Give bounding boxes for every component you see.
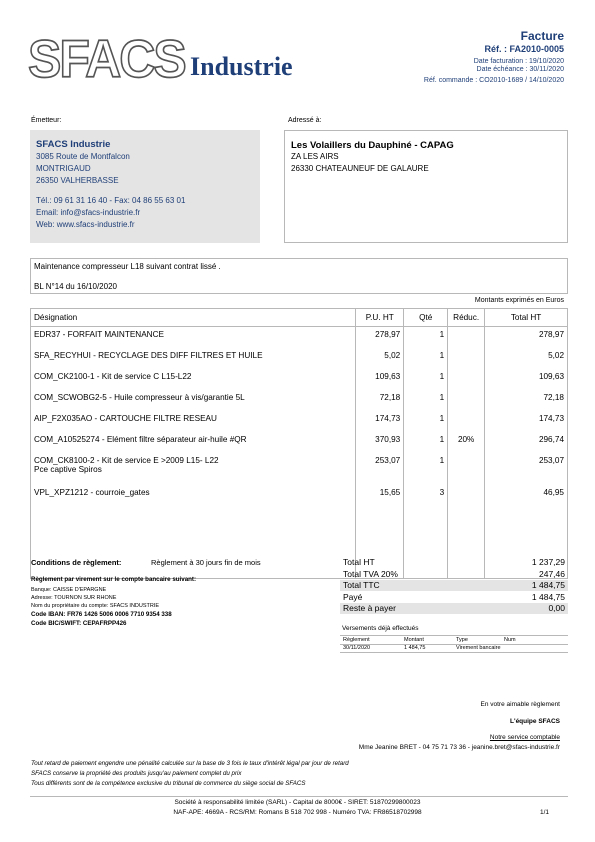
conditions-value: Règlement à 30 jours fin de mois [151, 558, 261, 567]
cell-total [485, 369, 568, 390]
cell-qty-text: 1 [439, 414, 445, 423]
destinataire-label: Adressé à: [288, 117, 322, 124]
cell-reduc [448, 369, 485, 390]
total-value: 1 237,29 [531, 557, 565, 567]
cell-designation [31, 390, 356, 411]
cell-designation [31, 348, 356, 369]
bank-iban: Code IBAN: FR76 1426 5006 0006 7710 9354 338 [31, 611, 172, 618]
total-value: 1 484,75 [531, 580, 565, 590]
cell-total [485, 453, 568, 485]
cell-qty [404, 453, 448, 485]
closing-contact: Mme Jeanine BRET - 04 75 71 73 36 - jeanine.bret@sfacs-industrie.fr [358, 744, 560, 751]
destinataire-name: Les Volaillers du Dauphiné - CAPAG [291, 140, 454, 151]
currency-note: Montants exprimés en Euros [474, 297, 564, 304]
cell-pu [356, 390, 404, 411]
table-row [31, 411, 568, 432]
header-pu: P.U. HT [356, 309, 404, 327]
cell-qty-text: 1 [439, 351, 445, 360]
note-line1: Maintenance compresseur L18 suivant contrat lissé . [34, 262, 221, 271]
payment-type: Virement bancaire [456, 645, 501, 651]
emetteur-email: Email: info@sfacs-industrie.fr [36, 208, 141, 217]
total-label: Reste à payer [343, 603, 396, 613]
cell-reduc [448, 432, 485, 453]
emetteur-phone: Tél.: 09 61 31 16 40 - Fax: 04 86 55 63 01 [36, 196, 186, 205]
cell-total-text: 278,97 [538, 330, 564, 339]
filler-cell [31, 506, 356, 579]
cell-qty-text: 1 [439, 372, 445, 381]
cell-reduc [448, 411, 485, 432]
cell-qty [404, 348, 448, 369]
emetteur-box [30, 130, 260, 243]
total-value: 1 484,75 [531, 591, 565, 602]
table-row [31, 390, 568, 411]
payment-reglement: 30/11/2020 [343, 645, 371, 651]
cell-designation-text: COM_SCWOBG2-5 - Huile compresseur à vis/garantie 5L [34, 393, 245, 402]
cell-reduc [448, 327, 485, 349]
cell-designation-text: AIP_F2X035AO - CARTOUCHE FILTRE RESEAU [34, 414, 217, 423]
cell-designation-text: COM_CK8100-2 - Kit de service E >2009 L15- L22 [34, 456, 219, 465]
total-value: 247,46 [539, 568, 565, 579]
total-row [340, 580, 568, 591]
total-label: Payé [343, 591, 363, 602]
cell-pu-text: 370,93 [375, 435, 401, 444]
cell-designation-text: COM_A10525274 - Elément filtre séparateur air-huile #QR [34, 435, 247, 444]
cell-designation [31, 453, 356, 485]
cell-total-text: 109,63 [538, 372, 564, 381]
cell-pu-text: 5,02 [384, 351, 401, 360]
cell-total [485, 411, 568, 432]
cell-reduc-text: 20% [457, 435, 475, 444]
bank-name: Banque: CAISSE D'EPARGNE [31, 587, 107, 593]
bank-address: Adresse: TOURNON SUR RHONE [31, 595, 117, 601]
note-line2: BL N°14 du 16/10/2020 [34, 282, 117, 291]
cell-total [485, 327, 568, 349]
total-row [340, 592, 568, 603]
cell-pu-text: 253,07 [375, 456, 401, 465]
document-title: Facture [520, 29, 564, 43]
emetteur-address3: 26350 VALHERBASSE [36, 176, 119, 185]
cell-reduc [448, 390, 485, 411]
logo-industrie: Industrie [190, 52, 293, 81]
total-row [340, 557, 568, 568]
conditions-label: Conditions de règlement: [31, 558, 122, 567]
payments-header-reglement: Règlement [343, 637, 370, 643]
destinataire-box [284, 130, 568, 243]
bank-owner: Nom du propriétaire du compte: SFACS INDUSTRIE [31, 603, 160, 609]
table-header-row [31, 309, 568, 327]
total-row [340, 603, 568, 614]
emetteur-address2: MONTRIGAUD [36, 164, 91, 173]
table-row [31, 485, 568, 506]
cell-designation [31, 327, 356, 349]
closing-team: L'équipe SFACS [510, 718, 560, 725]
legal-line-2: SFACS conserve la propriété des produits jusqu'au paiement complet du prix [31, 770, 242, 777]
date-echeance: Date échéance : 30/11/2020 [476, 66, 564, 73]
cell-pu [356, 327, 404, 349]
cell-total-text: 253,07 [538, 456, 564, 465]
legal-line-3: Tous différents sont de la compétence exclusive du tribunal de commerce du siège social de SFACS [31, 780, 306, 787]
payments-header-num: Num [504, 637, 516, 643]
emetteur-web: Web: www.sfacs-industrie.fr [36, 220, 135, 229]
emetteur-name: SFACS Industrie [36, 139, 111, 150]
cell-designation-text: COM_CK2100-1 - Kit de service C L15-L22 [34, 372, 192, 381]
legal-line-1: Tout retard de paiement engendre une pénalité calculée sur la base de 3 fois le taux d'intérêt légal par jour de retard [31, 760, 349, 767]
cell-qty-text: 1 [439, 330, 445, 339]
invoice-ref: Réf. : FA2010-0005 [484, 44, 564, 54]
cell-qty [404, 411, 448, 432]
table-row [31, 348, 568, 369]
table-row [31, 369, 568, 390]
cell-pu-text: 15,65 [379, 488, 401, 497]
invoice-lines-table [30, 308, 568, 579]
cell-pu [356, 453, 404, 485]
cell-qty [404, 390, 448, 411]
payments-header-type: Type [456, 637, 468, 643]
closing-service: Notre service comptable [489, 734, 560, 741]
total-label: Total TTC [343, 580, 380, 590]
cell-qty [404, 327, 448, 349]
payment-row [340, 644, 568, 653]
cell-total-text: 296,74 [538, 435, 564, 444]
cell-total [485, 348, 568, 369]
cell-designation-text: EDR37 - FORFAIT MAINTENANCE [34, 330, 164, 339]
bank-bic: Code BIC/SWIFT: CEPAFRPP426 [31, 620, 127, 627]
cell-pu-text: 109,63 [375, 372, 401, 381]
cell-designation [31, 432, 356, 453]
note-box [30, 258, 568, 294]
payments-title: Versements déjà effectués [342, 625, 419, 632]
cell-total [485, 485, 568, 506]
cell-pu [356, 411, 404, 432]
cell-pu [356, 348, 404, 369]
total-label: Total TVA 20% [343, 568, 398, 579]
total-row [340, 569, 568, 580]
date-facturation: Date facturation : 19/10/2020 [473, 58, 564, 65]
cell-pu [356, 369, 404, 390]
cell-qty-text: 1 [439, 435, 445, 444]
closing-greeting: En votre aimable règlement [480, 701, 560, 708]
cell-designation [31, 485, 356, 506]
cell-total-text: 5,02 [548, 351, 564, 360]
cell-qty [404, 485, 448, 506]
emetteur-address1: 3085 Route de Montfalcon [36, 152, 130, 161]
cell-qty [404, 432, 448, 453]
cell-designation [31, 369, 356, 390]
cell-pu [356, 485, 404, 506]
cell-total [485, 390, 568, 411]
cell-qty [404, 369, 448, 390]
cell-qty-text: 1 [439, 456, 445, 465]
ref-commande: Réf. commande : CO2010-1689 / 14/10/2020 [423, 77, 564, 84]
page-number: 1/1 [539, 809, 549, 816]
payment-montant: 1 484,75 [404, 645, 426, 651]
cell-pu [356, 432, 404, 453]
header-designation: Désignation [31, 309, 356, 327]
cell-designation-text: VPL_XPZ1212 - courroie_gates [34, 488, 150, 497]
total-value: 0,00 [548, 603, 565, 613]
cell-designation [31, 411, 356, 432]
cell-pu-text: 72,18 [379, 393, 401, 402]
cell-qty-text: 1 [439, 393, 445, 402]
cell-pu-text: 278,97 [375, 330, 401, 339]
footer-line2: NAF-APE: 4669A - RCS/RM: Romans B 518 702 998 - Numéro TVA: FR86518702998 [173, 809, 422, 816]
destinataire-address2: 26330 CHATEAUNEUF DE GALAURE [291, 164, 429, 173]
cell-total [485, 432, 568, 453]
cell-designation-sub: Pce captive Spiros [34, 465, 102, 474]
header-total: Total HT [485, 309, 568, 327]
cell-qty-text: 3 [439, 488, 445, 497]
cell-total-text: 72,18 [543, 393, 564, 402]
cell-reduc [448, 485, 485, 506]
footer-divider [30, 796, 568, 797]
logo-sfacs: SFACS [28, 29, 185, 89]
header-reduc: Réduc. [448, 309, 485, 327]
cell-designation-text: SFA_RECYHUI - RECYCLAGE DES DIFF FILTRES ET HUILE [34, 351, 263, 360]
table-row [31, 432, 568, 453]
cell-reduc [448, 453, 485, 485]
table-row [31, 327, 568, 349]
footer-line1: Société à responsabilité limitée (SARL) - Capital de 8000€ - SIRET: 51870299800023 [174, 799, 421, 806]
table-row [31, 453, 568, 485]
bank-title: Règlement par virement sur le compte bancaire suivant: [31, 576, 197, 583]
cell-pu-text: 174,73 [375, 414, 401, 423]
cell-reduc [448, 348, 485, 369]
cell-total-text: 174,73 [538, 414, 564, 423]
payments-header-montant: Montant [404, 637, 424, 643]
cell-total-text: 46,95 [543, 488, 564, 497]
header-qty: Qté [404, 309, 448, 327]
total-label: Total HT [343, 557, 375, 567]
destinataire-address1: ZA LES AIRS [291, 152, 339, 161]
emetteur-label: Émetteur: [31, 117, 62, 124]
